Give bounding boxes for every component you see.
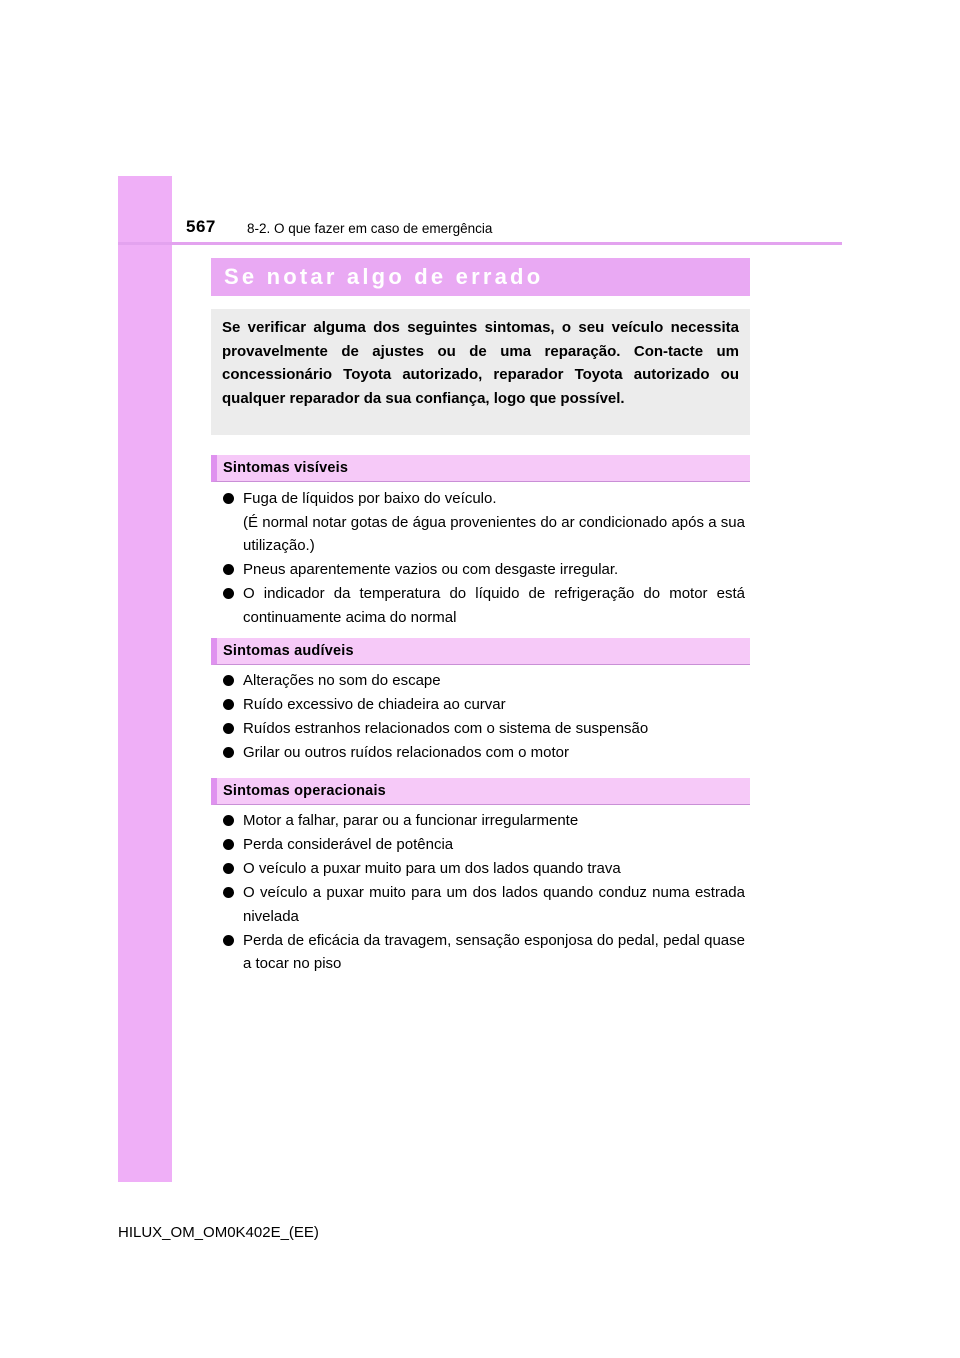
- page-number: 567: [186, 217, 216, 236]
- list-item: [223, 487, 745, 558]
- section-title: Sintomas visíveis: [223, 460, 349, 476]
- list-item: [223, 741, 745, 765]
- list-item-text: O indicador da temperatura do líquido de refrigeração do motor está continuamente acima do normal: [243, 585, 745, 626]
- list-item: [223, 669, 745, 693]
- chapter-title: 8-2. O que fazer em caso de emergência: [247, 221, 493, 236]
- list-item: [223, 558, 745, 582]
- list-item: [223, 693, 745, 717]
- visible-symptoms-list: [223, 487, 745, 630]
- bullet-icon: [223, 675, 234, 686]
- bullet-icon: [223, 935, 234, 946]
- intro-text: Se verificar alguma dos seguintes sintomas, o seu veículo necessita provavelmente de ajustes ou de uma reparação. Con-tacte um concessionário Toyota autorizado, reparador Toyota autorizado ou qualquer reparador da sua confiança, logo que possível.: [222, 319, 739, 407]
- list-item-text: Perda considerável de potência: [243, 836, 454, 853]
- list-item: [223, 582, 745, 629]
- bullet-icon: [223, 815, 234, 826]
- bullet-icon: [223, 887, 234, 898]
- audible-symptoms-list: [223, 669, 745, 765]
- list-item-text: O veículo a puxar muito para um dos lados quando conduz numa estrada nivelada: [243, 884, 745, 925]
- list-item-text: Alterações no som do escape: [243, 672, 441, 689]
- intro-box: [211, 309, 750, 435]
- list-item: [223, 929, 745, 976]
- section-header-visible: [211, 455, 750, 482]
- bullet-icon: [223, 564, 234, 575]
- section-header-audible: [211, 638, 750, 665]
- list-item: [223, 857, 745, 881]
- list-item-text: Motor a falhar, parar ou a funcionar irregularmente: [243, 812, 579, 829]
- list-item-text: Perda de eficácia da travagem, sensação esponjosa do pedal, pedal quase a tocar no piso: [243, 931, 745, 972]
- section-title: Sintomas operacionais: [223, 783, 386, 799]
- bullet-icon: [223, 699, 234, 710]
- bullet-icon: [223, 723, 234, 734]
- section-title: Sintomas audíveis: [223, 643, 354, 659]
- list-item-text: Ruído excessivo de chiadeira ao curvar: [243, 696, 506, 713]
- bullet-icon: [223, 839, 234, 850]
- list-item-text: Pneus aparentemente vazios ou com desgaste irregular.: [243, 561, 619, 578]
- operational-symptoms-list: [223, 809, 745, 976]
- list-item-text: Grilar ou outros ruídos relacionados com o motor: [243, 744, 569, 761]
- list-item-note: (É normal notar gotas de água provenientes do ar condicionado após a sua utilização.): [243, 513, 745, 554]
- page-title: Se notar algo de errado: [224, 264, 544, 289]
- list-item-text: Fuga de líquidos por baixo do veículo.: [243, 490, 497, 507]
- list-item: [223, 717, 745, 741]
- document-code: HILUX_OM_OM0K402E_(EE): [118, 1224, 319, 1241]
- list-item: [223, 881, 745, 928]
- bullet-icon: [223, 588, 234, 599]
- bullet-icon: [223, 863, 234, 874]
- section-header-operational: [211, 778, 750, 805]
- bullet-icon: [223, 747, 234, 758]
- bullet-icon: [223, 493, 234, 504]
- list-item-text: O veículo a puxar muito para um dos lados quando trava: [243, 860, 621, 877]
- page-title-bar: [211, 258, 750, 296]
- list-item-text: Ruídos estranhos relacionados com o sistema de suspensão: [243, 720, 649, 737]
- list-item: [223, 833, 745, 857]
- chapter-side-tab: [118, 176, 172, 1182]
- header-divider: [118, 242, 842, 245]
- list-item: [223, 809, 745, 833]
